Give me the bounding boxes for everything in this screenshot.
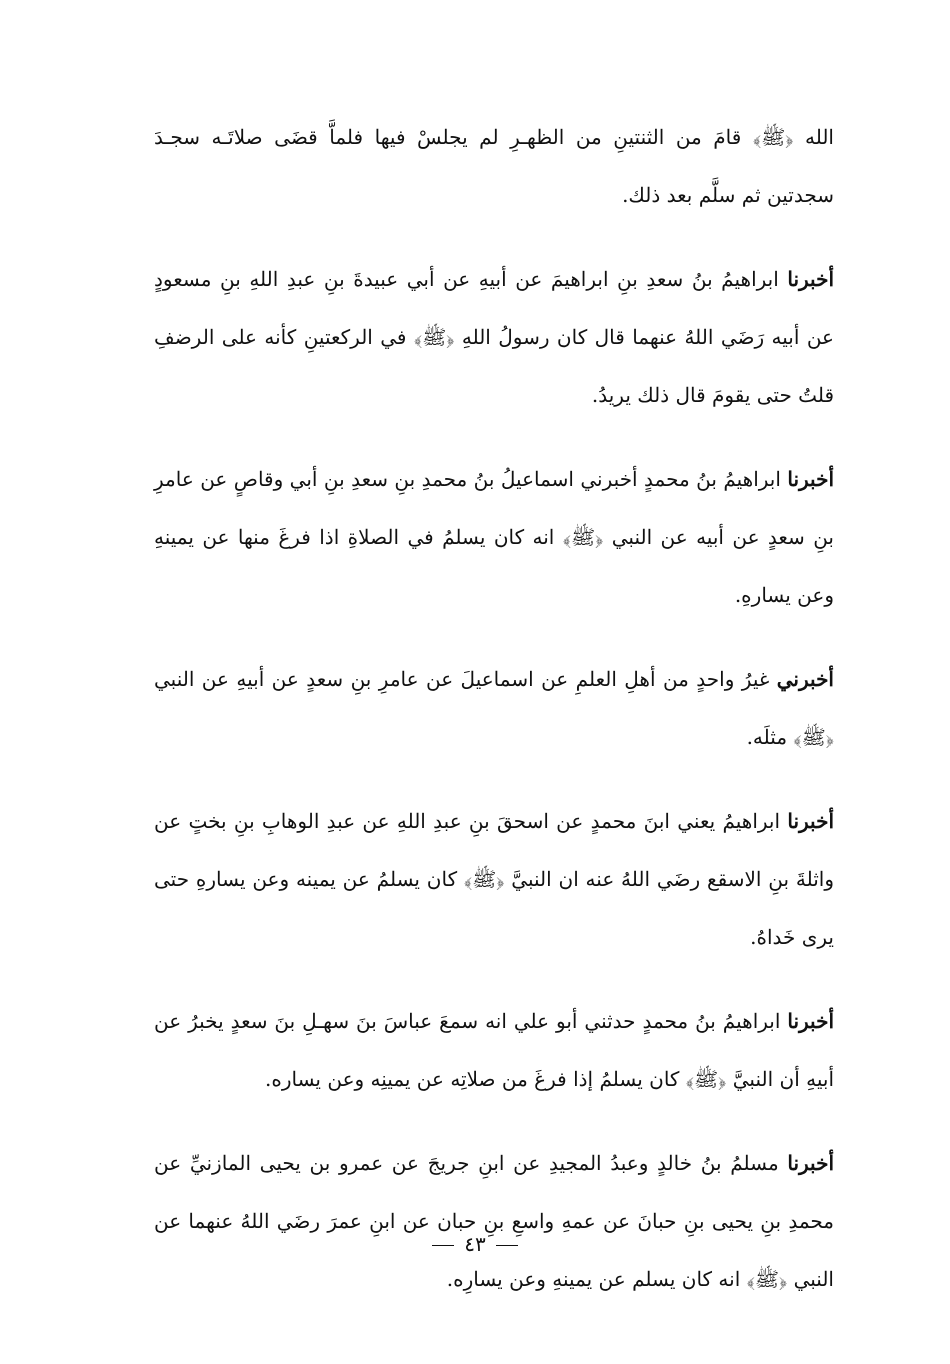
hadith-paragraph-5 bbox=[154, 792, 834, 966]
page-number-dash-right bbox=[496, 1245, 518, 1246]
narration-lead: أخبرنا bbox=[787, 267, 834, 291]
narration-text: ابراهيمُ بنُ محمدٍ أخبرني اسماعيلُ بنُ محمدِ بنِ سعدِ بنِ أبي وقاصٍ عن عامرِ بنِ سعدٍ عن أبيه عن النبي ﴿ﷺ﴾ انه كان يسلمُ في الصلاةِ اذا فرغَ منها عن يمينهِ وعن يسارهِ. bbox=[154, 467, 834, 607]
hadith-paragraph-4 bbox=[154, 650, 834, 766]
narration-lead: أخبرنا bbox=[787, 467, 834, 491]
hadith-paragraph-2 bbox=[154, 250, 834, 424]
text-column bbox=[154, 108, 834, 1334]
page-number-value: ٤٣ bbox=[464, 1232, 486, 1256]
narration-lead: أخبرنا bbox=[787, 1151, 834, 1175]
page-number bbox=[0, 1232, 950, 1256]
narration-text: ابراهيمُ بنُ محمدٍ حدثني أبو علي انه سمعَ عباسَ بنَ سهـلِ بنَ سعدٍ يخبرُ عن أبيهِ أن النبيَّ ﴿ﷺ﴾ كان يسلمُ إذا فرغَ من صلاتِه عن يمينِه وعن يساره. bbox=[154, 1009, 834, 1091]
narration-text: ابراهيمُ بنُ سعدِ بنِ ابراهيمَ عن أبيهِ عن أبي عبيدةَ بنِ عبدِ اللهِ بنِ مسعودٍ عن أبيه رَضَي اللهُ عنهما قال كان رسولُ اللهِ ﴿ﷺ﴾ في الركعتينِ كأنه على الرضفِ قلتُ حتى يقومَ قال ذلك يريدُ. bbox=[154, 267, 834, 407]
hadith-paragraph-3 bbox=[154, 450, 834, 624]
narration-text: غيرُ واحدٍ من أهلِ العلمِ عن اسماعيلَ عن عامرِ بنِ سعدٍ عن أبيهِ عن النبي ﴿ﷺ﴾ مثلَه. bbox=[154, 667, 834, 749]
narration-text: ابراهيمُ يعني ابنَ محمدٍ عن اسحقَ بنِ عبدِ اللهِ عن عبدِ الوهابِ بنِ بختٍ عن واثلةَ بنِ الاسقع رضَي اللهُ عنه ان النبيَّ ﴿ﷺ﴾ كان يسلمُ عن يمينه وعن يسارهِ حتى يرى خَداهُ. bbox=[154, 809, 834, 949]
hadith-paragraph-6 bbox=[154, 992, 834, 1108]
narration-lead: أخبرنا bbox=[787, 1009, 834, 1033]
narration-lead: أخبرني bbox=[776, 667, 834, 691]
narration-text: الله ﴿ﷺ﴾ قامَ من الثنتينِ من الظهـرِ لم يجلسْ فيها فلماَّ قضَى صلاتَـه سجـدَ سجدتين ثم سلَّم بعد ذلك. bbox=[154, 125, 834, 207]
hadith-paragraph-1 bbox=[154, 108, 834, 224]
page-number-dash-left bbox=[432, 1245, 454, 1246]
hadith-paragraph-7 bbox=[154, 1134, 834, 1308]
narration-lead: أخبرنا bbox=[787, 809, 835, 833]
narration-text: مسلمُ بنُ خالدٍ وعبدُ المجيدِ عن ابنِ جريجَ عن عمرو بن يحيى المازنيِّ عن محمدِ بنِ يحيى بنِ حبانَ عن عمهِ واسعِ بنِ حبان عن ابنِ عمرَ رضَي اللهُ عنهما عن النبي ﴿ﷺ﴾ انه كان يسلم عن يمينهِ وعن يسارِه. bbox=[154, 1151, 834, 1291]
